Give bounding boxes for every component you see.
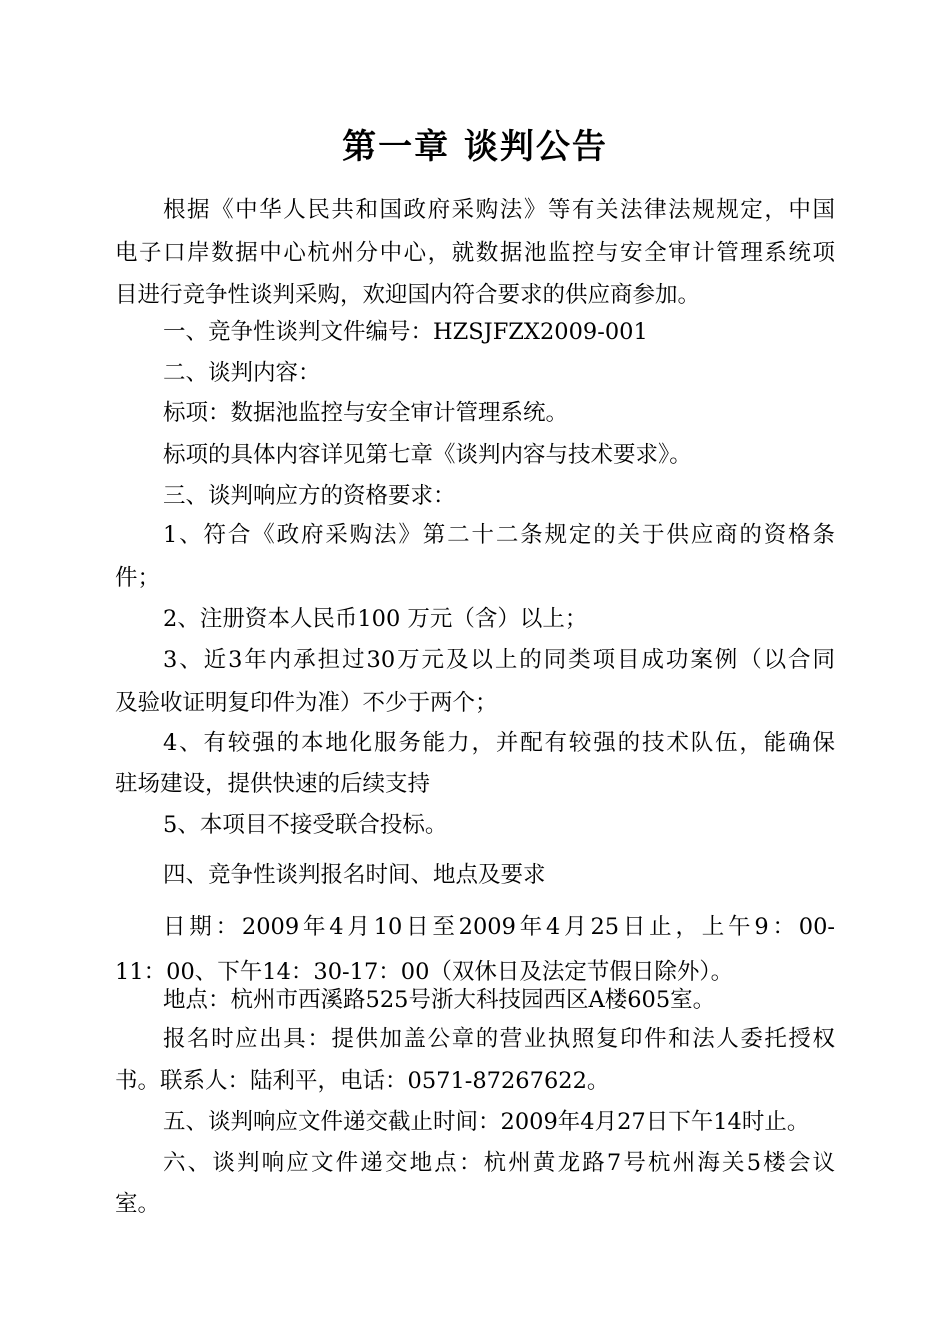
address-line: 地点：杭州市西溪路525号浙大科技园西区A楼605室。	[163, 987, 716, 1013]
requirement-line: 5、本项目不接受联合投标。	[163, 812, 448, 838]
requirement-line: 驻场建设，提供快速的后续支持	[115, 771, 431, 797]
item-line: 一、竞争性谈判文件编号：HZSJFZX2009-001	[163, 319, 648, 345]
date-line: 11：00、下午14：30-17：00（双休日及法定节假日除外）。	[115, 959, 734, 985]
item-line: 标项的具体内容详见第七章《谈判内容与技术要求》。	[163, 442, 692, 468]
item-line: 六、谈判响应文件递交地点：杭州黄龙路7号杭州海关5楼会议	[163, 1150, 835, 1176]
requirement-line: 及验收证明复印件为准）不少于两个；	[115, 690, 498, 716]
chapter-title: 第一章 谈判公告	[342, 127, 608, 167]
contact-line: 书。联系人：陆利平，电话：0571-87267622。	[115, 1068, 610, 1094]
item-line: 标项：数据池监控与安全审计管理系统。	[163, 400, 569, 426]
paragraph-line: 目进行竞争性谈判采购，欢迎国内符合要求的供应商参加。	[115, 282, 701, 308]
paragraph-line: 报名时应出具：提供加盖公章的营业执照复印件和法人委托授权	[163, 1026, 835, 1052]
item-line: 五、谈判响应文件递交截止时间：2009年4月27日下午14时止。	[163, 1109, 810, 1135]
paragraph-line: 根据《中华人民共和国政府采购法》等有关法律法规规定，中国	[163, 197, 835, 223]
date-line: 日期：2009年4月10日至2009年4月25日止，上午9：00-	[163, 914, 835, 940]
item-line: 二、谈判内容：	[163, 360, 321, 386]
item-line: 室。	[115, 1191, 161, 1217]
item-line: 三、谈判响应方的资格要求：	[163, 483, 456, 509]
item-line: 四、竞争性谈判报名时间、地点及要求	[163, 862, 546, 888]
requirement-line: 3、近3年内承担过30万元及以上的同类项目成功案例（以合同	[163, 647, 835, 673]
requirement-line: 件；	[115, 565, 161, 591]
requirement-line: 1、符合《政府采购法》第二十二条规定的关于供应商的资格条	[163, 522, 835, 548]
paragraph-line: 电子口岸数据中心杭州分中心，就数据池监控与安全审计管理系统项	[115, 240, 835, 266]
requirement-line: 2、注册资本人民币100 万元（含）以上；	[163, 606, 588, 632]
requirement-line: 4、有较强的本地化服务能力，并配有较强的技术队伍，能确保	[163, 730, 835, 756]
